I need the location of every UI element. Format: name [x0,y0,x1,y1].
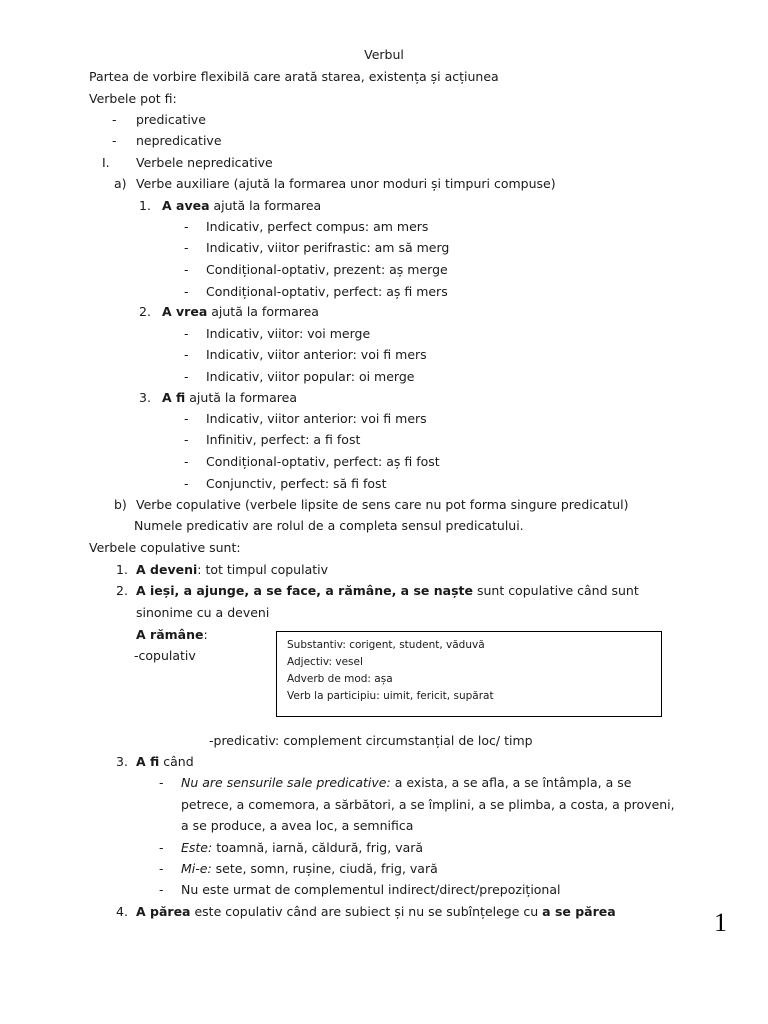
copulativ-label: -copulativ [134,648,196,663]
bullet-text: a exista, a se afla, a se întâmpla, a se [390,775,632,790]
examples-box [276,631,662,717]
bullet-item [181,861,438,877]
list-item [136,904,616,920]
kind-item: predicative [136,112,206,127]
bullet-dash: - [184,411,189,426]
verb-description: este copulativ când are subiect și nu se subînțelege cu [190,904,543,919]
copulative-intro: Verbele copulative sunt: [89,540,241,555]
verb-description: : tot timpul copulativ [197,562,329,577]
verb-name: A deveni [136,562,198,577]
section-marker: I. [102,155,110,170]
box-line: Adverb de mod: așa [287,673,393,685]
subsection-marker: a) [114,176,127,191]
box-line: Verb la participiu: uimit, fericit, supărat [287,690,494,702]
verb-description: ajută la formarea [185,390,297,405]
verb-name: A rămâne [136,627,204,642]
list-item [162,198,321,214]
form-item: Indicativ, viitor popular: oi merge [206,369,415,384]
bullet-dash: - [112,133,117,148]
verb-description: ajută la formarea [207,304,319,319]
list-marker: 3. [116,754,128,769]
list-item [136,583,639,599]
verb-description: ajută la formarea [209,198,322,213]
bullet-dash: - [159,840,164,855]
list-marker: 1. [139,198,151,213]
form-item: Condițional-optativ, perfect: aș fi fost [206,454,440,469]
form-item: Condițional-optativ, prezent: aș merge [206,262,448,277]
list-marker: 1. [116,562,128,577]
bullet-dash: - [184,262,189,277]
bullet-dash: - [184,240,189,255]
bullet-continuation: a se produce, a avea loc, a semnifica [181,818,414,833]
verb-description: când [159,754,194,769]
subsection-marker: b) [114,497,127,512]
form-item: Condițional-optativ, perfect: aș fi mers [206,284,448,299]
form-item: Indicativ, perfect compus: am mers [206,219,429,234]
form-item: Indicativ, viitor: voi merge [206,326,371,341]
form-item: Indicativ, viitor anterior: voi fi mers [206,347,427,362]
bullet-item [181,840,423,856]
form-item: Conjunctiv, perfect: să fi fost [206,476,387,491]
list-item [136,562,328,578]
sub-heading [136,627,208,643]
colon: : [203,627,208,642]
bullet-dash: - [184,432,189,447]
bullet-dash: - [184,347,189,362]
bullet-dash: - [159,861,164,876]
subsection-text: Verbe auxiliare (ajută la formarea unor moduri și timpuri compuse) [136,176,556,191]
verb-name: A fi [162,390,186,405]
italic-label: Mi-e: [181,861,212,876]
subsection-note: Numele predicativ are rolul de a completa sensul predicatului. [134,518,524,533]
bullet-dash: - [184,369,189,384]
bullet-item [181,775,631,791]
kinds-intro: Verbele pot fi: [89,91,177,106]
predicativ-label: -predicativ: complement circumstanțial de loc/ timp [209,733,533,748]
bullet-dash: - [159,882,164,897]
verb-name: A vrea [162,304,208,319]
section-heading: Verbele nepredicative [136,155,273,170]
form-item: Indicativ, viitor perifrastic: am să merg [206,240,450,255]
form-item: Infinitiv, perfect: a fi fost [206,432,361,447]
verb-name: A ieși, a ajunge, a se face, a rămâne, a se naște [136,583,473,598]
subsection-text: Verbe copulative (verbele lipsite de sens care nu pot forma singure predicatul) [136,497,629,512]
verb-name: A fi [136,754,160,769]
bullet-dash: - [112,112,117,127]
bullet-dash: - [184,326,189,341]
list-item [136,754,194,770]
bullet-text: toamnă, iarnă, căldură, frig, vară [212,840,424,855]
list-marker: 2. [139,304,151,319]
bullet-text: sete, somn, rușine, ciudă, frig, vară [211,861,438,876]
verb-name: a se părea [542,904,616,919]
list-item [162,390,297,406]
verb-description: sunt copulative când sunt [472,583,639,598]
form-item: Indicativ, viitor anterior: voi fi mers [206,411,427,426]
verb-name: A părea [136,904,191,919]
verb-name: A avea [162,198,210,213]
bullet-dash: - [159,775,164,790]
box-line: Adjectiv: vesel [287,656,363,668]
bullet-dash: - [184,284,189,299]
italic-label: Este: [181,840,213,855]
bullet-text: Nu este urmat de complementul indirect/direct/prepozițional [181,882,561,897]
list-marker: 4. [116,904,128,919]
box-line: Substantiv: corigent, student, văduvă [287,639,485,651]
bullet-continuation: petrece, a comemora, a sărbători, a se împlini, a se plimba, a costa, a proveni, [181,797,675,812]
list-item [162,304,319,320]
bullet-dash: - [184,219,189,234]
page-number: 1 [714,908,727,937]
list-marker: 2. [116,583,128,598]
kind-item: nepredicative [136,133,222,148]
list-marker: 3. [139,390,151,405]
bullet-dash: - [184,476,189,491]
page-title: Verbul [364,47,404,62]
italic-label: Nu are sensurile sale predicative: [181,775,391,790]
definition: Partea de vorbire flexibilă care arată starea, existența și acțiunea [89,69,499,84]
list-item-continuation: sinonime cu a deveni [136,605,270,620]
bullet-dash: - [184,454,189,469]
